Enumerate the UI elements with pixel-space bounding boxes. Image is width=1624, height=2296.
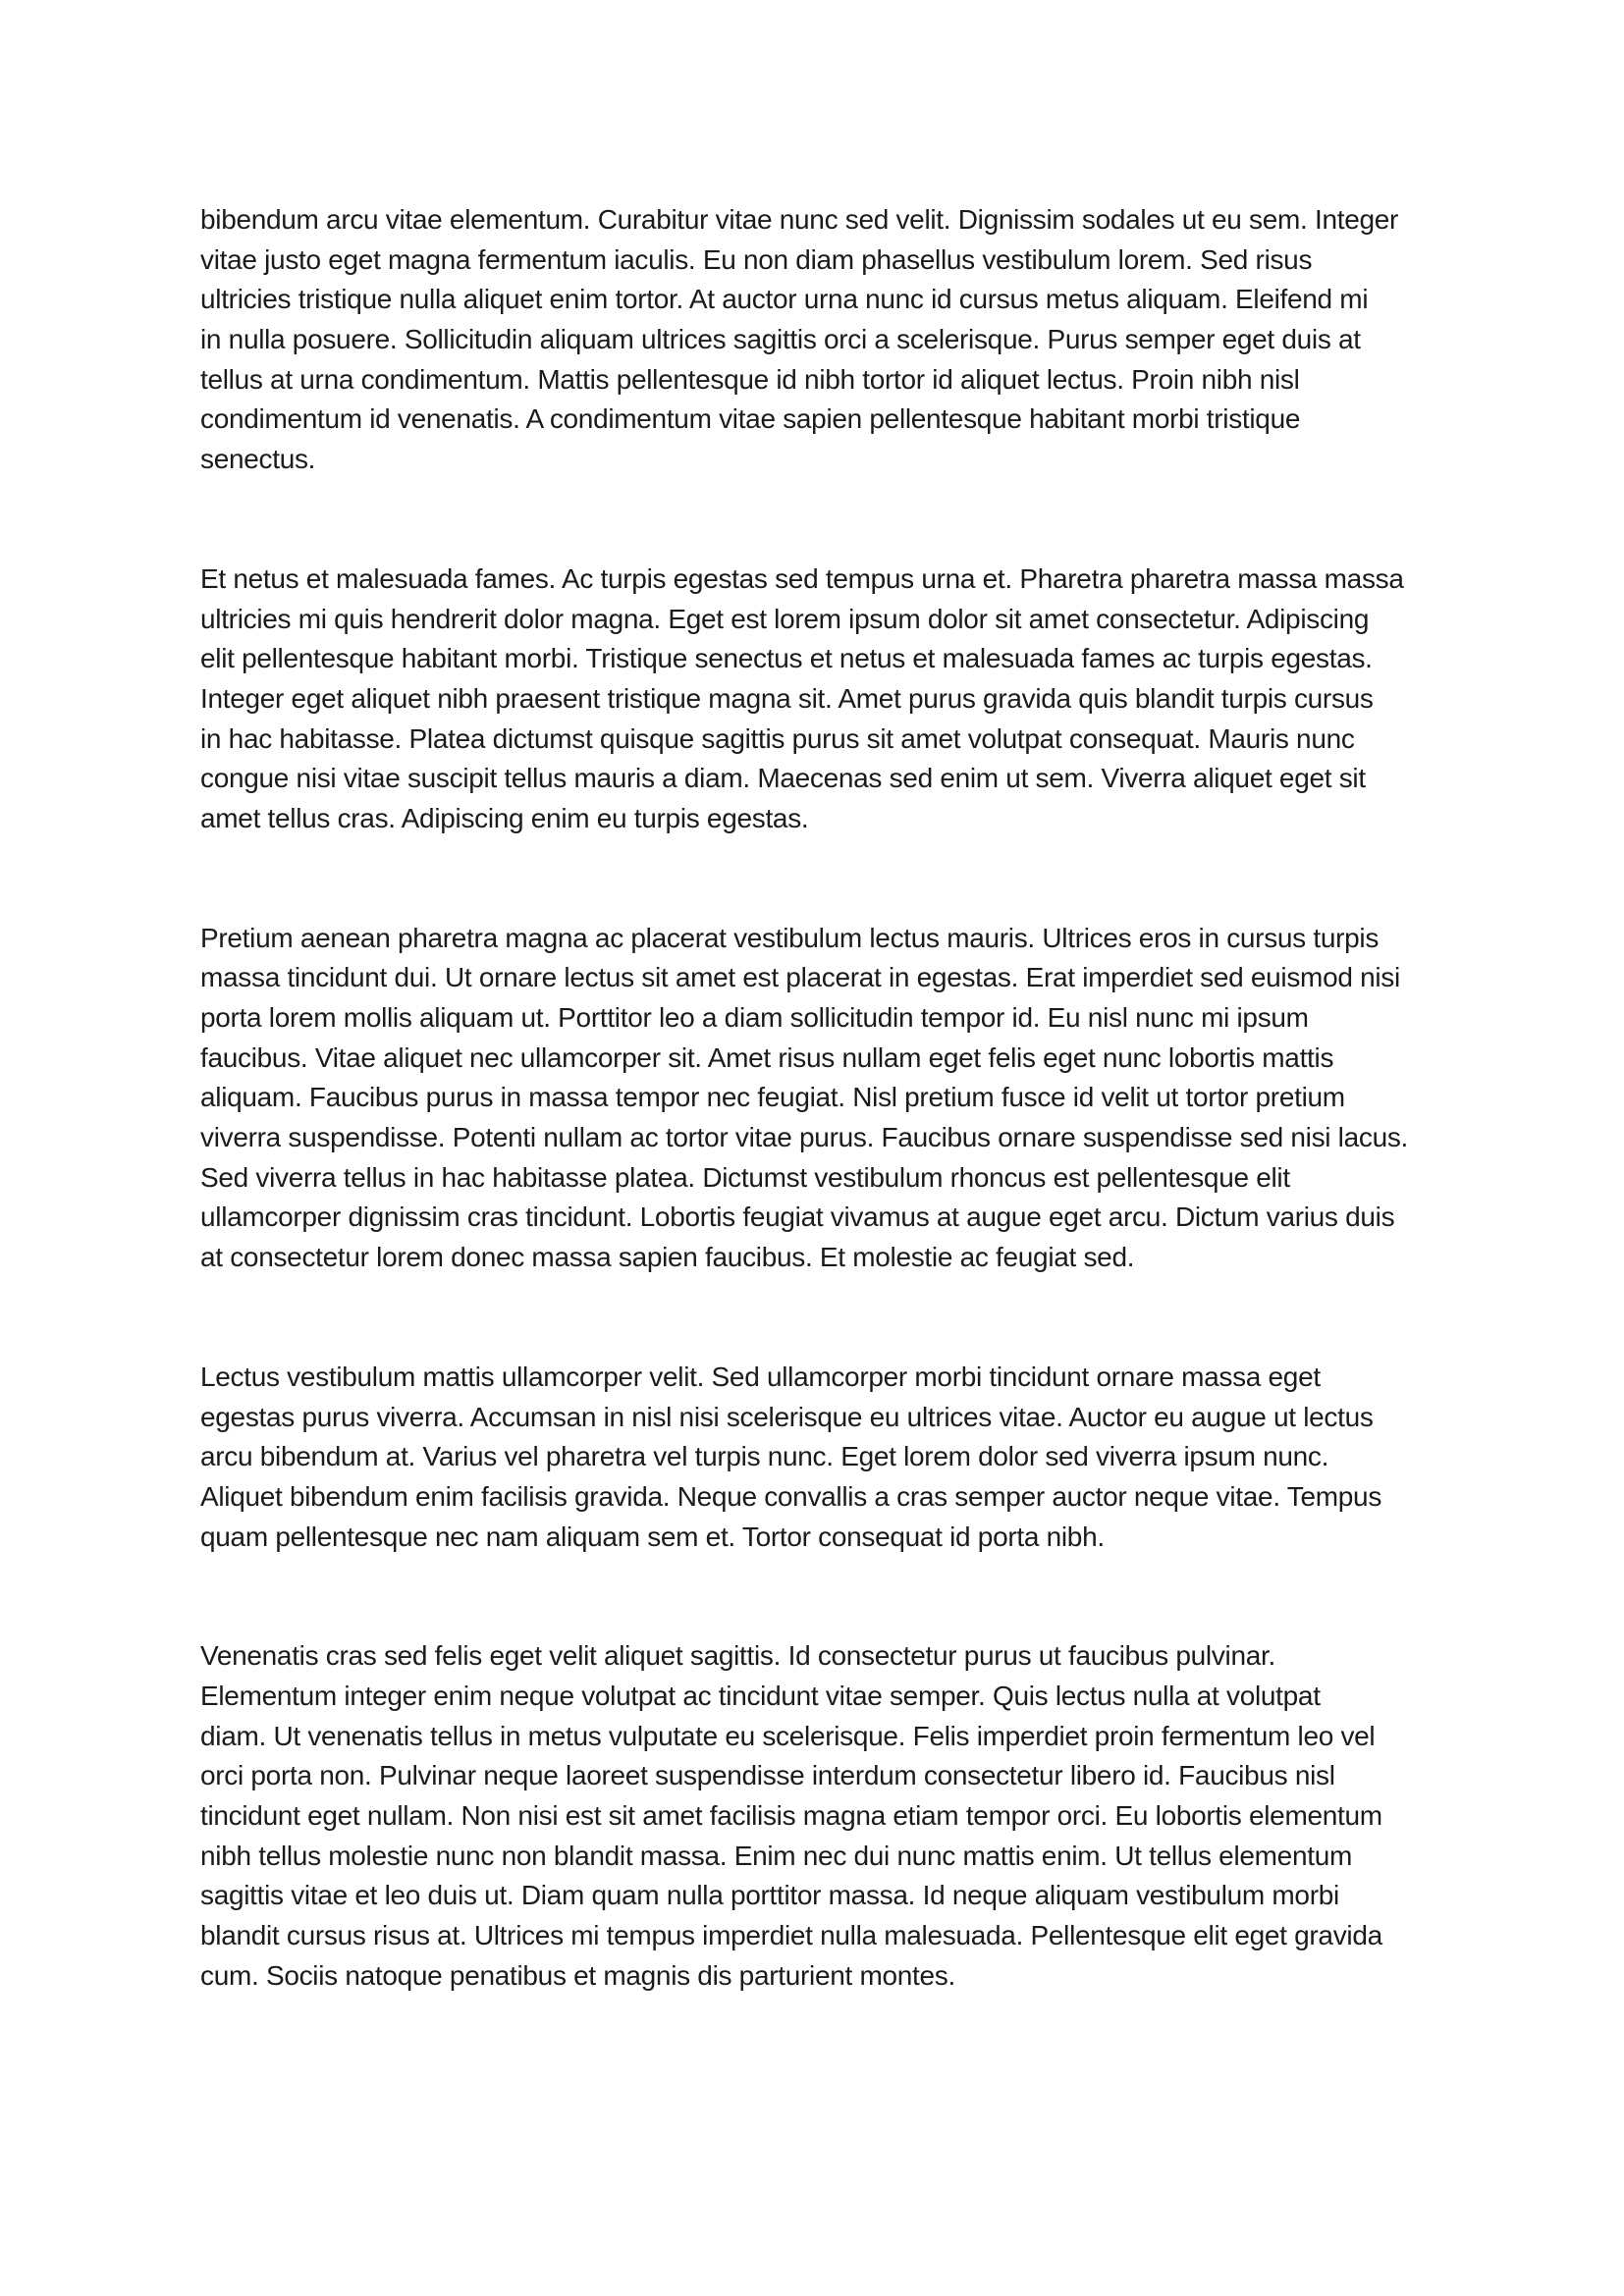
text-line: vitae justo eget magna fermentum iaculis. Eu non diam phasellus vestibulum lorem. Sed risus bbox=[200, 243, 1313, 275]
text-line: Et netus et malesuada fames. Ac turpis egestas sed tempus urna et. Pharetra pharetra massa massa bbox=[200, 562, 1404, 594]
text-line: Lectus vestibulum mattis ullamcorper velit. Sed ullamcorper morbi tincidunt ornare massa eget bbox=[200, 1361, 1321, 1392]
text-line: elit pellentesque habitant morbi. Tristique senectus et netus et malesuada fames ac turpis egestas. bbox=[200, 643, 1373, 674]
text-line: nibh tellus molestie nunc non blandit massa. Enim nec dui nunc mattis enim. Ut tellus elementum bbox=[200, 1840, 1352, 1871]
text-line: orci porta non. Pulvinar neque laoreet suspendisse interdum consectetur libero id. Faucibus nisl bbox=[200, 1760, 1335, 1791]
text-line: arcu bibendum at. Varius vel pharetra vel turpis nunc. Eget lorem dolor sed viverra ipsum nunc. bbox=[200, 1441, 1329, 1472]
text-line: Integer eget aliquet nibh praesent tristique magna sit. Amet purus gravida quis blandit turpis cursus bbox=[200, 682, 1374, 714]
text-line: cum. Sociis natoque penatibus et magnis dis parturient montes. bbox=[200, 1959, 955, 1991]
text-line: aliquam. Faucibus purus in massa tempor nec feugiat. Nisl pretium fusce id velit ut tortor pretium bbox=[200, 1082, 1345, 1113]
text-line: faucibus. Vitae aliquet nec ullamcorper sit. Amet risus nullam eget felis eget nunc lobortis mattis bbox=[200, 1041, 1334, 1073]
text-line: bibendum arcu vitae elementum. Curabitur vitae nunc sed velit. Dignissim sodales ut eu sem. Integer bbox=[200, 204, 1399, 235]
text-line: porta lorem mollis aliquam ut. Porttitor leo a diam sollicitudin tempor id. Eu nisl nunc mi ipsum bbox=[200, 1002, 1309, 1033]
text-line: Elementum integer enim neque volutpat ac tincidunt vitae semper. Quis lectus nulla at volutpat bbox=[200, 1680, 1321, 1711]
text-line: massa tincidunt dui. Ut ornare lectus sit amet est placerat in egestas. Erat imperdiet sed euismod nisi bbox=[200, 962, 1400, 993]
paragraph bbox=[200, 919, 1457, 1278]
text-line: viverra suspendisse. Potenti nullam ac tortor vitae purus. Faucibus ornare suspendisse sed nisi lacus. bbox=[200, 1122, 1409, 1153]
paragraph bbox=[200, 560, 1457, 839]
text-line: senectus. bbox=[200, 444, 316, 475]
text-line: ultricies mi quis hendrerit dolor magna. Eget est lorem ipsum dolor sit amet consectetur. Adipiscing bbox=[200, 603, 1370, 634]
paragraph bbox=[200, 1358, 1457, 1557]
text-line: ullamcorper dignissim cras tincidunt. Lobortis feugiat vivamus at augue eget arcu. Dictum varius duis bbox=[200, 1201, 1395, 1233]
text-line: tellus at urna condimentum. Mattis pellentesque id nibh tortor id aliquet lectus. Proin nibh nisl bbox=[200, 363, 1300, 395]
text-line: Sed viverra tellus in hac habitasse platea. Dictumst vestibulum rhoncus est pellentesque elit bbox=[200, 1161, 1290, 1193]
paragraph bbox=[200, 200, 1457, 480]
document-text-block bbox=[200, 200, 1457, 2075]
text-line: blandit cursus risus at. Ultrices mi tempus imperdiet nulla malesuada. Pellentesque elit eget gravida bbox=[200, 1920, 1382, 1951]
text-line: diam. Ut venenatis tellus in metus vulputate eu scelerisque. Felis imperdiet proin fermentum leo vel bbox=[200, 1720, 1376, 1751]
text-line: Venenatis cras sed felis eget velit aliquet sagittis. Id consectetur purus ut faucibus pulvinar. bbox=[200, 1640, 1275, 1672]
text-line: in hac habitasse. Platea dictumst quisque sagittis purus sit amet volutpat consequat. Mauris nunc bbox=[200, 722, 1355, 754]
text-line: egestas purus viverra. Accumsan in nisl nisi scelerisque eu ultrices vitae. Auctor eu augue ut lectus bbox=[200, 1401, 1374, 1432]
text-line: Pretium aenean pharetra magna ac placerat vestibulum lectus mauris. Ultrices eros in cursus turpis bbox=[200, 922, 1380, 953]
text-line: amet tellus cras. Adipiscing enim eu turpis egestas. bbox=[200, 802, 809, 833]
paragraph bbox=[200, 1636, 1457, 1996]
text-line: quam pellentesque nec nam aliquam sem et. Tortor consequat id porta nibh. bbox=[200, 1521, 1105, 1552]
text-line: condimentum id venenatis. A condimentum vitae sapien pellentesque habitant morbi tristique bbox=[200, 403, 1301, 435]
text-line: sagittis vitae et leo duis ut. Diam quam nulla porttitor massa. Id neque aliquam vestibulum morbi bbox=[200, 1880, 1339, 1911]
text-line: ultricies tristique nulla aliquet enim tortor. At auctor urna nunc id cursus metus aliquam. Eleifend mi bbox=[200, 284, 1369, 315]
text-line: in nulla posuere. Sollicitudin aliquam ultrices sagittis orci a scelerisque. Purus semper eget duis at bbox=[200, 324, 1361, 355]
text-line: congue nisi vitae suscipit tellus mauris a diam. Maecenas sed enim ut sem. Viverra aliquet eget sit bbox=[200, 763, 1366, 794]
text-line: at consectetur lorem donec massa sapien faucibus. Et molestie ac feugiat sed. bbox=[200, 1242, 1135, 1273]
text-line: tincidunt eget nullam. Non nisi est sit amet facilisis magna etiam tempor orci. Eu lobortis elementum bbox=[200, 1800, 1382, 1831]
text-line: Aliquet bibendum enim facilisis gravida. Neque convallis a cras semper auctor neque vitae. Tempus bbox=[200, 1480, 1382, 1512]
